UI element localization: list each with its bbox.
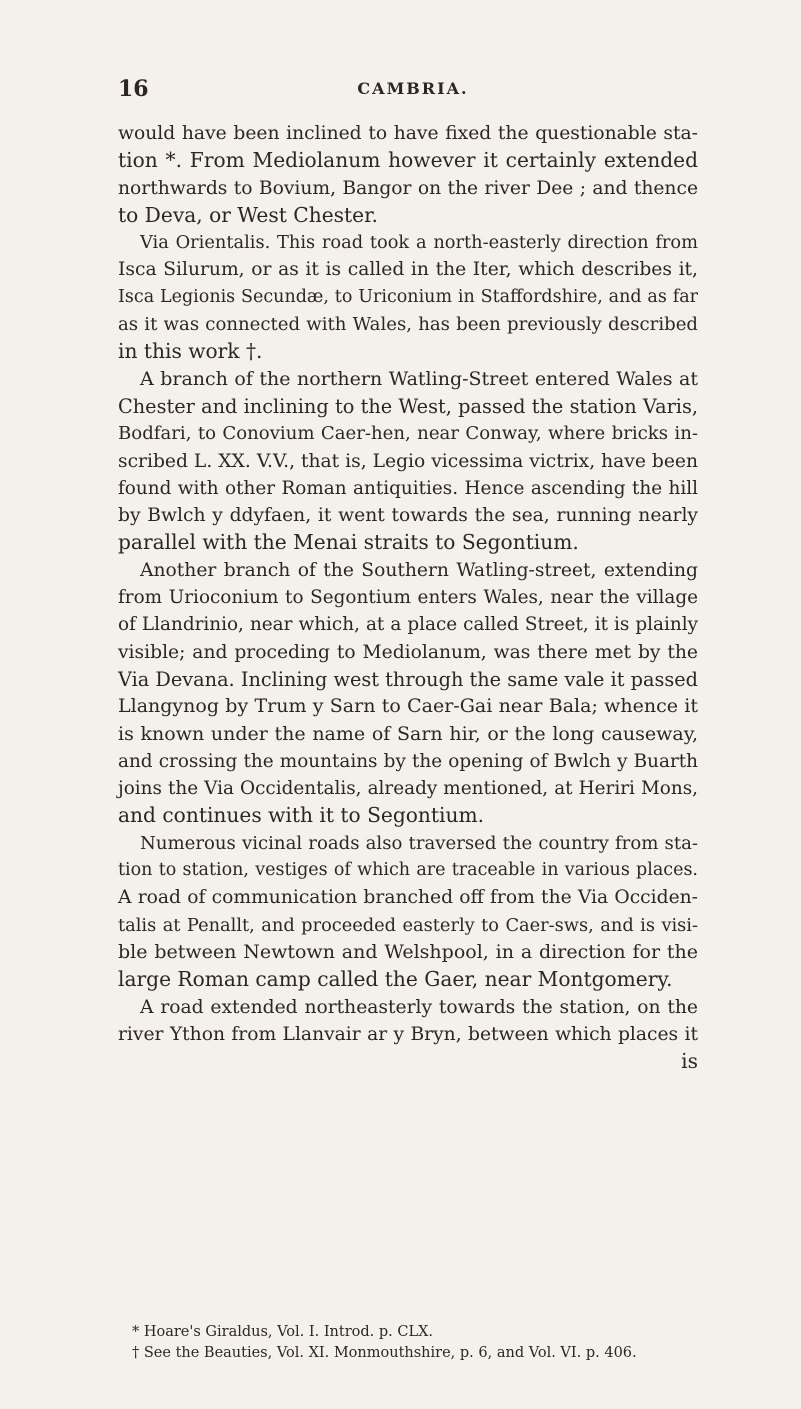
footnote: † See the Beauties, Vol. XI. Monmouthshire, p. 6, and Vol. VI. p. 406. (132, 1345, 637, 1361)
text-line: scribed L. XX. V.V., that is, Legio vicessima victrix, have been (118, 450, 698, 472)
text-line: northwards to Bovium, Bangor on the river Dee ; and thence (118, 177, 698, 199)
text-line: Numerous vicinal roads also traversed the country from sta- (140, 832, 698, 854)
text-line: Isca Legionis Secundæ, to Uriconium in Staffordshire, and as far (118, 286, 698, 307)
text-line: in this work †. (118, 339, 263, 364)
text-line: tion to station, vestiges of which are traceable in various places. (118, 860, 698, 881)
text-line: ble between Newtown and Welshpool, in a direction for the (118, 940, 698, 963)
text-line: Chester and inclining to the West, passed the station Varis, (118, 394, 698, 418)
catchword: is (681, 1049, 698, 1074)
text-line: river Ython from Llanvair ar y Bryn, between which places it (118, 1023, 698, 1045)
body-text (118, 120, 698, 1075)
text-line: Bodfari, to Conovium Caer-hen, near Conway, where bricks in- (118, 423, 698, 445)
page-header (118, 76, 708, 102)
text-line: is known under the name of Sarn hir, or the long causeway, (118, 722, 698, 745)
text-line: Via Devana. Inclining west through the same vale it passed (118, 667, 698, 691)
text-line: by Bwlch y ddyfaen, it went towards the sea, running nearly (118, 505, 698, 527)
text-line: found with other Roman antiquities. Hence ascending the hill (118, 477, 698, 499)
text-line: as it was connected with Wales, has been previously described (118, 314, 698, 336)
text-line: A road extended northeasterly towards the station, on the (140, 996, 698, 1018)
text-line: and continues with it to Segontium. (118, 803, 485, 828)
text-line: parallel with the Menai straits to Segontium. (118, 530, 579, 555)
text-line: Another branch of the Southern Watling-street, extending (140, 559, 698, 581)
text-line: of Llandrinio, near which, at a place called Street, it is plainly (118, 614, 698, 636)
text-line: from Urioconium to Segontium enters Wales, near the village (118, 587, 698, 609)
page-number: 16 (118, 76, 149, 102)
text-line: joins the Via Occidentalis, already mentioned, at Heriri Mons, (118, 778, 698, 800)
text-line: A branch of the northern Watling-Street entered Wales at (140, 367, 698, 390)
running-head: CAMBRIA. (357, 79, 469, 98)
text-line: A road of communication branched off from the Via Occiden- (118, 887, 698, 909)
text-line: Via Orientalis. This road took a north-easterly direction from (140, 232, 698, 254)
text-line: large Roman camp called the Gaer, near Montgomery. (118, 967, 673, 992)
text-line: tion *. From Mediolanum however it certainly extended (118, 148, 698, 173)
text-line: visible; and proceding to Mediolanum, was there met by the (118, 641, 698, 663)
text-line: would have been inclined to have fixed the questionable sta- (118, 123, 698, 144)
footnote: * Hoare's Giraldus, Vol. I. Introd. p. CLX. (132, 1324, 434, 1340)
text-line: Llangynog by Trum y Sarn to Caer-Gai near Bala; whence it (118, 695, 698, 718)
footnotes (118, 1322, 698, 1364)
text-line: to Deva, or West Chester. (118, 202, 378, 227)
text-line: Isca Silurum, or as it is called in the Iter, which describes it, (118, 259, 698, 281)
text-line: and crossing the mountains by the opening of Bwlch y Buarth (118, 750, 698, 772)
text-line: talis at Penallt, and proceeded easterly to Caer-sws, and is visi- (118, 914, 698, 936)
